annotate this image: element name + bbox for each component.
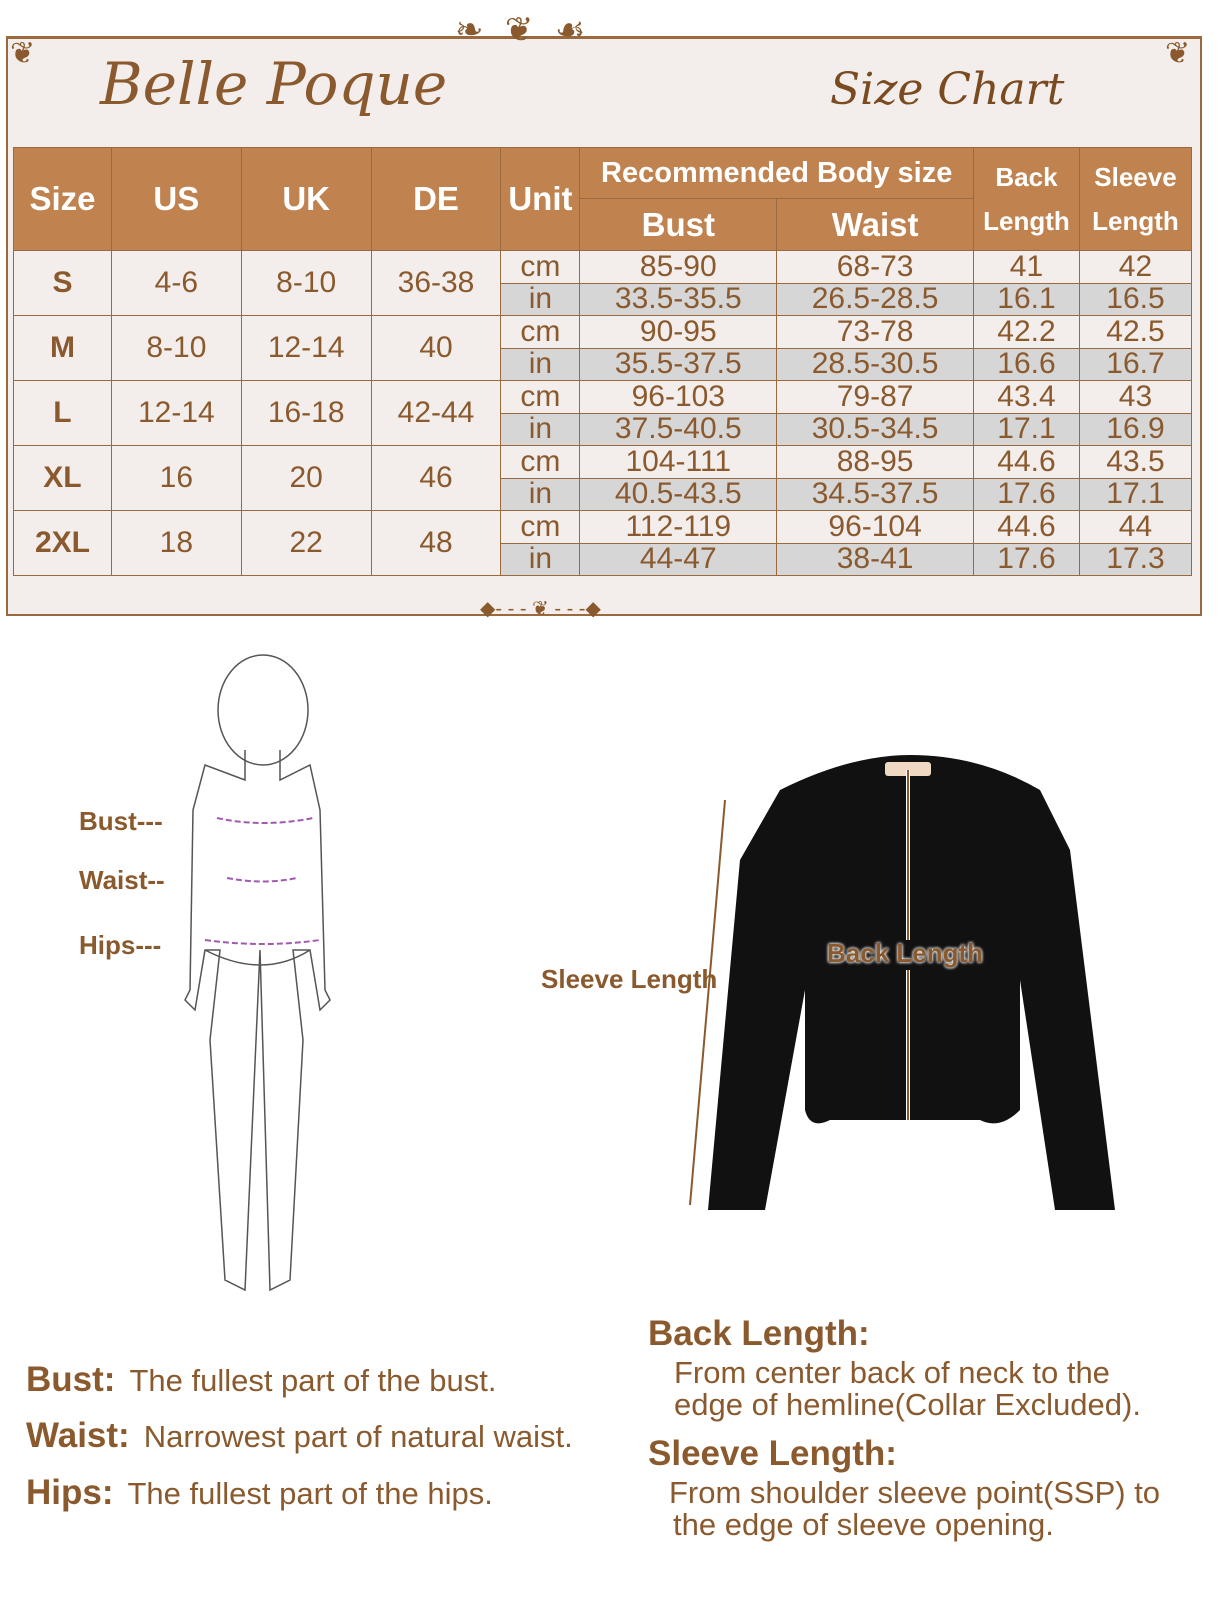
back-length-definition-line1: From center back of neck to the: [674, 1355, 1110, 1390]
unit-cell: cm: [501, 446, 580, 479]
waist-cell: 68-73: [777, 251, 974, 284]
sleeve-length-cell: 17.3: [1079, 543, 1191, 576]
waist-cell: 73-78: [777, 316, 974, 349]
bust-definition: [26, 1360, 496, 1400]
back-length-definition-line2: edge of hemline(Collar Excluded).: [674, 1387, 1141, 1422]
header-sleeve-length: Sleeve Length: [1079, 148, 1191, 251]
back-length-cell: 16.6: [974, 348, 1080, 381]
waist-cell: 96-104: [777, 511, 974, 544]
de-size-cell: 48: [371, 511, 501, 576]
size-cell: 2XL: [14, 511, 112, 576]
unit-cell: cm: [501, 381, 580, 414]
hips-definition-text: The fullest part of the hips.: [127, 1476, 493, 1511]
header-waist: Waist: [777, 199, 974, 251]
bust-cell: 37.5-40.5: [580, 413, 777, 446]
de-size-cell: 40: [371, 316, 501, 381]
brand-logo: Belle Poque: [100, 50, 448, 118]
uk-size-cell: 20: [241, 446, 371, 511]
bust-cell: 44-47: [580, 543, 777, 576]
header-uk: UK: [241, 148, 371, 251]
header-unit: Unit: [501, 148, 580, 251]
table-row-xl-cm: [14, 446, 1192, 479]
us-size-cell: 16: [111, 446, 241, 511]
table-row-l-cm: [14, 381, 1192, 414]
uk-size-cell: 12-14: [241, 316, 371, 381]
header-bust: Bust: [580, 199, 777, 251]
sleeve-length-cell: 43.5: [1079, 446, 1191, 479]
back-length-cell: 43.4: [974, 381, 1080, 414]
unit-cell: cm: [501, 511, 580, 544]
bust-cell: 112-119: [580, 511, 777, 544]
uk-size-cell: 8-10: [241, 251, 371, 316]
ornament-icon: ❦: [10, 37, 36, 70]
back-length-definition-label: Back Length:: [648, 1314, 870, 1353]
bust-cell: 35.5-37.5: [580, 348, 777, 381]
back-length-cell: 42.2: [974, 316, 1080, 349]
sleeve-length-cell: 17.1: [1079, 478, 1191, 511]
unit-cell: cm: [501, 251, 580, 284]
back-length-cell: 17.1: [974, 413, 1080, 446]
sleeve-length-cell: 44: [1079, 511, 1191, 544]
bust-marker-label: Bust---: [79, 806, 163, 836]
us-size-cell: 4-6: [111, 251, 241, 316]
ornament-icon: ❧ ❦ ☙: [455, 11, 592, 49]
ornament-icon: ◆- - - ❦ - - -◆: [480, 598, 601, 620]
bust-cell: 104-111: [580, 446, 777, 479]
waist-definition-text: Narrowest part of natural waist.: [143, 1419, 573, 1454]
uk-size-cell: 16-18: [241, 381, 371, 446]
hips-marker-label: Hips---: [79, 930, 162, 960]
waist-cell: 34.5-37.5: [777, 478, 974, 511]
sleeve-length-marker-label: Sleeve Length: [541, 964, 718, 994]
waist-cell: 26.5-28.5: [777, 283, 974, 316]
page-title: Size Chart: [830, 64, 1065, 115]
header-us: US: [111, 148, 241, 251]
unit-cell: in: [501, 413, 580, 446]
us-size-cell: 12-14: [111, 381, 241, 446]
sleeve-length-cell: 43: [1079, 381, 1191, 414]
bust-cell: 90-95: [580, 316, 777, 349]
unit-cell: cm: [501, 316, 580, 349]
table-row-m-cm: [14, 316, 1192, 349]
header-back-length: Back Length: [974, 148, 1080, 251]
de-size-cell: 42-44: [371, 381, 501, 446]
waist-definition: [26, 1416, 573, 1456]
sleeve-length-definition-label: Sleeve Length:: [648, 1434, 897, 1473]
size-table: [13, 147, 1192, 576]
hips-definition: [26, 1473, 493, 1513]
waist-cell: 28.5-30.5: [777, 348, 974, 381]
waist-cell: 88-95: [777, 446, 974, 479]
unit-cell: in: [501, 283, 580, 316]
sleeve-length-cell: 16.5: [1079, 283, 1191, 316]
header-size: Size: [14, 148, 112, 251]
unit-cell: in: [501, 478, 580, 511]
back-length-cell: 17.6: [974, 543, 1080, 576]
size-cell: M: [14, 316, 112, 381]
us-size-cell: 18: [111, 511, 241, 576]
unit-cell: in: [501, 348, 580, 381]
de-size-cell: 36-38: [371, 251, 501, 316]
hips-definition-label: Hips:: [26, 1473, 114, 1512]
cardigan-illustration: [680, 750, 1130, 1220]
us-size-cell: 8-10: [111, 316, 241, 381]
waist-cell: 30.5-34.5: [777, 413, 974, 446]
bust-cell: 33.5-35.5: [580, 283, 777, 316]
back-length-cell: 17.6: [974, 478, 1080, 511]
sleeve-length-definition-line2: the edge of sleeve opening.: [673, 1507, 1054, 1542]
waist-marker-label: Waist--: [79, 865, 165, 895]
back-length-cell: 16.1: [974, 283, 1080, 316]
bust-definition-text: The fullest part of the bust.: [129, 1363, 497, 1398]
waist-cell: 38-41: [777, 543, 974, 576]
unit-cell: in: [501, 543, 580, 576]
waist-cell: 79-87: [777, 381, 974, 414]
ornament-icon: ❦: [1165, 37, 1191, 70]
table-row-2xl-cm: [14, 511, 1192, 544]
size-cell: S: [14, 251, 112, 316]
sleeve-length-cell: 42.5: [1079, 316, 1191, 349]
back-length-cell: 44.6: [974, 511, 1080, 544]
table-row-s-cm: [14, 251, 1192, 284]
back-length-cell: 44.6: [974, 446, 1080, 479]
bust-cell: 40.5-43.5: [580, 478, 777, 511]
header-body-size: Recommended Body size: [580, 148, 974, 199]
bust-cell: 85-90: [580, 251, 777, 284]
bust-definition-label: Bust:: [26, 1360, 116, 1399]
back-length-marker-label: Back Length: [827, 938, 984, 968]
sleeve-length-cell: 42: [1079, 251, 1191, 284]
bust-cell: 96-103: [580, 381, 777, 414]
uk-size-cell: 22: [241, 511, 371, 576]
back-length-cell: 41: [974, 251, 1080, 284]
size-cell: L: [14, 381, 112, 446]
sleeve-length-definition-line1: From shoulder sleeve point(SSP) to: [669, 1475, 1161, 1510]
sleeve-length-cell: 16.9: [1079, 413, 1191, 446]
body-figure-illustration: [175, 650, 355, 1300]
header-de: DE: [371, 148, 501, 251]
de-size-cell: 46: [371, 446, 501, 511]
size-cell: XL: [14, 446, 112, 511]
waist-definition-label: Waist:: [26, 1416, 130, 1455]
sleeve-length-cell: 16.7: [1079, 348, 1191, 381]
